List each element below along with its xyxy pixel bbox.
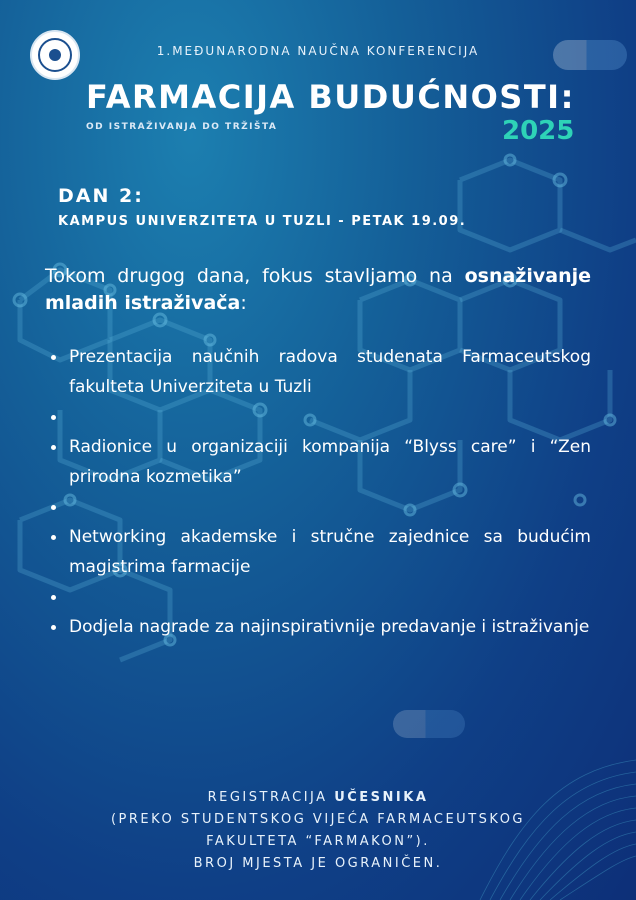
conference-name: 1.MEĐUNARODNA NAUČNA KONFERENCIJA [156,44,480,58]
intro-paragraph [45,263,591,317]
registration-highlight: UČESNIKA [334,790,429,805]
page-title: FARMACIJA BUDUĆNOSTI: [86,78,575,116]
intro-highlight: osnaživanje mladih istraživača [45,265,591,314]
day-heading: DAN 2: [58,185,144,207]
list-item: Dodjela nagrade za najinspirativnije predavanje i istraživanje [48,612,591,642]
list-item: Networking akademske i stručne zajednice sa budućim magistrima farmacije [48,522,591,582]
registration-note [0,787,636,875]
year-badge: 2025 [502,116,575,146]
registration-line-3: FAKULTETA “FARMAKON”). [206,834,430,849]
list-item-empty [48,402,591,432]
list-item: Radionice u organizaciji kompanija “Blyss care” i “Zen prirodna kozmetika” [48,432,591,492]
location-heading: KAMPUS UNIVERZITETA U TUZLI - PETAK 19.09. [58,214,467,229]
registration-line-2: (PREKO STUDENTSKOG VIJEĆA FARMACEUTSKOG [110,812,526,827]
program-list [48,342,591,642]
registration-word: REGISTRACIJA [207,790,328,805]
list-item-empty [48,582,591,612]
intro-colon: : [240,292,247,314]
brain-capsule-icon [393,710,465,738]
registration-line-4: BROJ MJESTA JE OGRANIČEN. [193,856,443,871]
list-item-empty [48,492,591,522]
intro-text: Tokom drugog dana, fokus stavljamo na [45,265,465,287]
page-subtitle: OD ISTRAŽIVANJA DO TRŽIŠTA [86,122,278,132]
list-item: Prezentacija naučnih radova studenata Farmaceutskog fakulteta Univerziteta u Tuzli [48,342,591,402]
registration-line-1 [0,787,636,809]
